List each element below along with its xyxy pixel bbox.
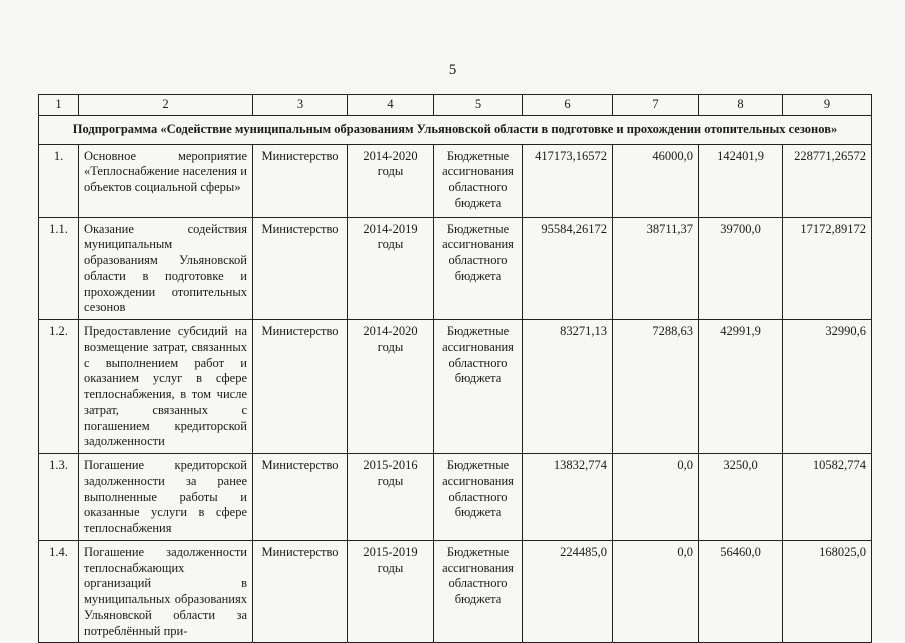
funding-source: Бюджетные ассигнования областного бюджета: [434, 217, 523, 320]
funding-source: Бюджетные ассигнования областного бюджета: [434, 454, 523, 541]
term: 2014-2020 годы: [348, 144, 434, 217]
value-col9: 17172,89172: [783, 217, 872, 320]
total-value: 417173,16572: [523, 144, 613, 217]
executor: Министерство: [253, 454, 348, 541]
value-col8: 56460,0: [699, 540, 783, 643]
page-number: 5: [448, 62, 457, 78]
activity-name: Основное мероприятие «Теплоснабжение населения и объектов социальной сферы»: [79, 144, 253, 217]
executor: Министерство: [253, 144, 348, 217]
section-title: Подпрограмма «Содействие муниципальным образованиям Ульяновской области в подготовке и прохождении отопительных сезонов»: [39, 115, 872, 144]
section-row: [39, 115, 872, 144]
row-number: 1.2.: [39, 320, 79, 454]
total-value: 13832,774: [523, 454, 613, 541]
funding-source: Бюджетные ассигнования областного бюджета: [434, 144, 523, 217]
value-col9: 228771,26572: [783, 144, 872, 217]
activity-name: Погашение кредиторской задолженности за ранее выполненные работы и оказанные услуги в сфере теплоснабжения: [79, 454, 253, 541]
value-col8: 39700,0: [699, 217, 783, 320]
header-cell: 1: [39, 95, 79, 116]
activity-name: Оказание содействия муниципальным образованиям Ульяновской области в подготовке и прохождении отопительных сезонов: [79, 217, 253, 320]
value-col9: 10582,774: [783, 454, 872, 541]
executor: Министерство: [253, 217, 348, 320]
table-row: [39, 144, 872, 217]
executor: Министерство: [253, 540, 348, 643]
header-cell: 7: [613, 95, 699, 116]
value-col7: 38711,37: [613, 217, 699, 320]
value-col7: 46000,0: [613, 144, 699, 217]
total-value: 224485,0: [523, 540, 613, 643]
term: 2015-2016 годы: [348, 454, 434, 541]
term: 2014-2020 годы: [348, 320, 434, 454]
total-value: 83271,13: [523, 320, 613, 454]
value-col7: 0,0: [613, 540, 699, 643]
value-col9: 32990,6: [783, 320, 872, 454]
header-cell: 3: [253, 95, 348, 116]
header-cell: 9: [783, 95, 872, 116]
row-number: 1.4.: [39, 540, 79, 643]
budget-table: [38, 94, 872, 643]
row-number: 1.3.: [39, 454, 79, 541]
value-col9: 168025,0: [783, 540, 872, 643]
row-number: 1.: [39, 144, 79, 217]
header-cell: 4: [348, 95, 434, 116]
header-row: [39, 95, 872, 116]
value-col8: 3250,0: [699, 454, 783, 541]
term: 2015-2019 годы: [348, 540, 434, 643]
value-col7: 7288,63: [613, 320, 699, 454]
total-value: 95584,26172: [523, 217, 613, 320]
table-row: [39, 217, 872, 320]
executor: Министерство: [253, 320, 348, 454]
header-cell: 6: [523, 95, 613, 116]
activity-name: Погашение задолженности теплоснабжающих организаций в муниципальных образованиях Ульяновской области за потреблённый при-: [79, 540, 253, 643]
value-col7: 0,0: [613, 454, 699, 541]
value-col8: 142401,9: [699, 144, 783, 217]
table-row: [39, 454, 872, 541]
value-col8: 42991,9: [699, 320, 783, 454]
term: 2014-2019 годы: [348, 217, 434, 320]
funding-source: Бюджетные ассигнования областного бюджета: [434, 320, 523, 454]
header-cell: 8: [699, 95, 783, 116]
header-cell: 2: [79, 95, 253, 116]
table-row: [39, 540, 872, 643]
table-row: [39, 320, 872, 454]
header-cell: 5: [434, 95, 523, 116]
activity-name: Предоставление субсидий на возмещение затрат, связанных с выполнением работ и оказанием услуг в сфере теплоснабжения, в том числе затрат, связанных с погашением кредиторской задолженности: [79, 320, 253, 454]
row-number: 1.1.: [39, 217, 79, 320]
funding-source: Бюджетные ассигнования областного бюджета: [434, 540, 523, 643]
